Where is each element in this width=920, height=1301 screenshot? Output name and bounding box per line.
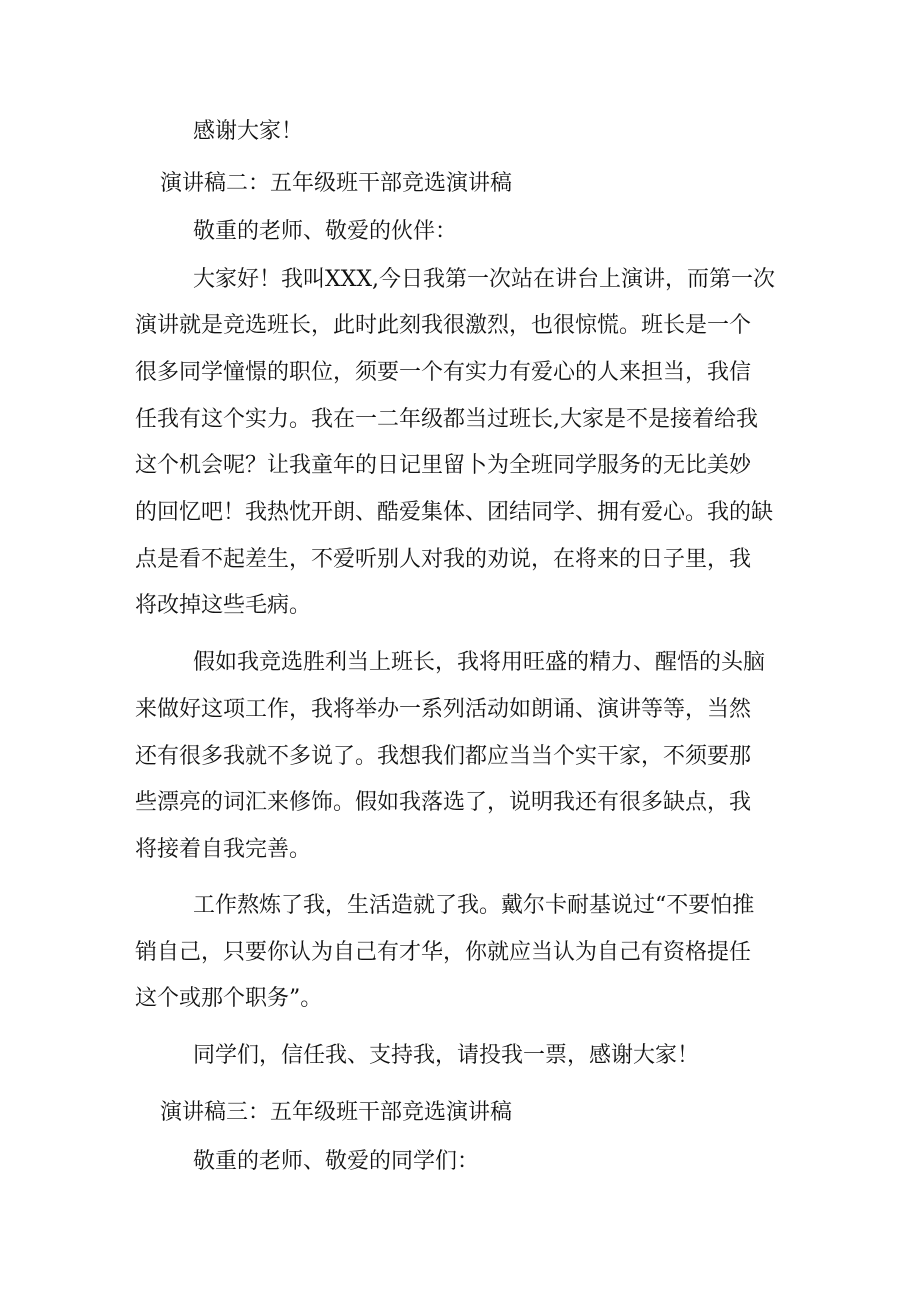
paragraph-line: 些漂亮的词汇来修饰。假如我落选了，说明我还有很多缺点，我 bbox=[135, 790, 752, 815]
paragraph-line: 演讲就是竞选班长，此时此刻我很激烈，也很惊慌。班长是一个 bbox=[135, 313, 752, 338]
paragraph-line: 任我有这个实力。我在一二年级都当过班长,大家是不是接着给我 bbox=[135, 407, 758, 432]
paragraph-line: 点是看不起差生，不爱听别人对我的劝说，在将来的日子里，我 bbox=[135, 547, 752, 572]
paragraph-line: 将改掉这些毛病。 bbox=[135, 593, 312, 618]
paragraph-line: 来做好这项工作，我将举办一系列活动如朗诵、演讲等等，当然 bbox=[135, 697, 752, 722]
paragraph-line: 工作熬炼了我，生活造就了我。戴尔卡耐基说过“不要怕推 bbox=[193, 893, 755, 918]
paragraph-line: 还有很多我就不多说了。我想我们都应当当个实干家，不须要那 bbox=[135, 744, 752, 769]
salutation-2: 敬重的老师、敬爱的伙伴： bbox=[193, 219, 458, 244]
paragraph-line: 假如我竞选胜利当上班长，我将用旺盛的精力、醒悟的头脑 bbox=[193, 650, 766, 675]
closing-line: 感谢大家！ bbox=[193, 119, 304, 144]
section-heading-3: 演讲稿三：五年级班干部竞选演讲稿 bbox=[160, 1100, 513, 1125]
paragraph-line: 销自己，只要你认为自己有才华，你就应当认为自己有资格提任 bbox=[135, 940, 752, 965]
paragraph-line: 的回忆吧！我热忱开朗、酷爱集体、团结同学、拥有爱心。我的缺 bbox=[135, 500, 774, 525]
paragraph-line: 同学们，信任我、支持我，请投我一票，感谢大家！ bbox=[193, 1043, 700, 1068]
paragraph-line: 大家好！我叫XXX,今日我第一次站在讲台上演讲，而第一次 bbox=[193, 267, 775, 292]
paragraph-line: 很多同学憧憬的职位，须要一个有实力有爱心的人来担当，我信 bbox=[135, 360, 752, 385]
paragraph-line: 将接着自我完善。 bbox=[135, 837, 312, 862]
paragraph-line: 这个机会呢？让我童年的日记里留卜为全班同学服务的无比美妙 bbox=[135, 453, 752, 478]
salutation-3: 敬重的老师、敬爱的同学们： bbox=[193, 1149, 480, 1174]
paragraph-line: 这个或那个职务”。 bbox=[135, 986, 323, 1011]
section-heading-2: 演讲稿二：五年级班干部竞选演讲稿 bbox=[160, 171, 513, 196]
